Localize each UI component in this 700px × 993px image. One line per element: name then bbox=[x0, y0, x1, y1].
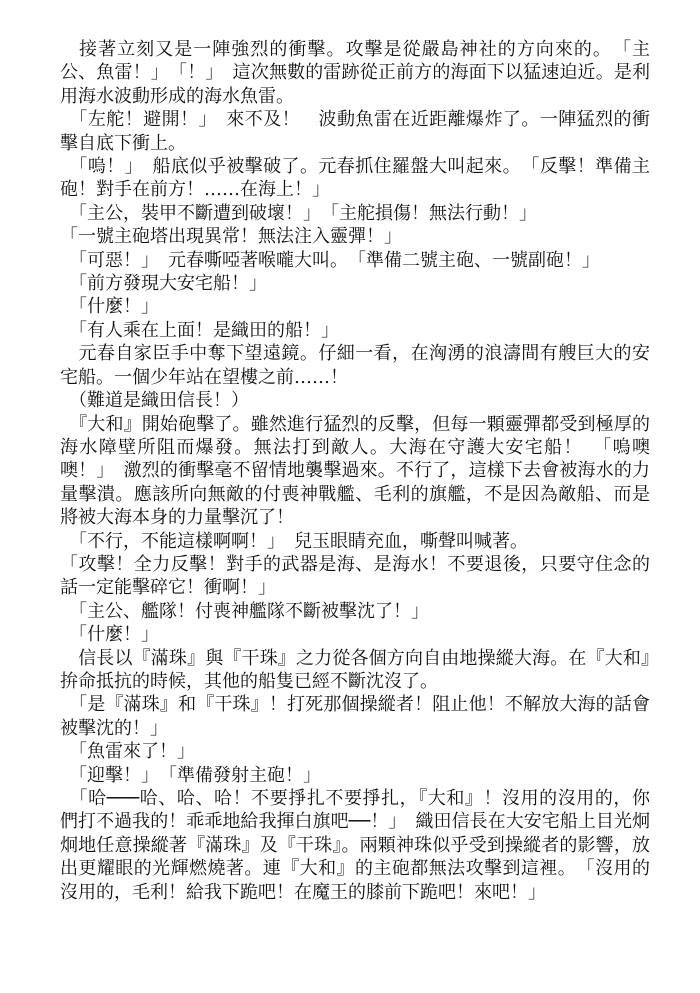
paragraph: 元春自家臣手中奪下望遠鏡。仔細一看，在洶湧的浪濤間有艘巨大的安宅船。一個少年站在望樓之前……！ bbox=[60, 343, 650, 388]
paragraph: 「哈───哈、哈、哈！不要掙扎不要掙扎，『大和』！沒用的沒用的，你們打不過我的！乖乖地給我揮白旗吧──！」 織田信長在大安宅船上目光炯炯地任意操縱著『滿珠』及『干珠』。兩顆神珠似乎受到操縱者的影響，放出更耀眼的光輝燃燒著。連『大和』的主砲都無法攻擊到這裡。 「沒用的沒用的，毛利！給我下跪吧！在魔王的膝前下跪吧！來吧！」 bbox=[60, 788, 650, 903]
paragraph: 「左舵！避開！」 來不及！ 波動魚雷在近距離爆炸了。一陣猛烈的衝擊自底下衝上。 bbox=[60, 109, 650, 154]
paragraph: 「魚雷來了！」 bbox=[60, 741, 195, 763]
paragraph: 「是『滿珠』和『干珠』！打死那個操縱者！阻止他！不解放大海的話會被擊沈的！」 bbox=[60, 694, 650, 739]
paragraph: 『大和』開始砲擊了。雖然進行猛烈的反擊，但每一顆靈彈都受到極厚的海水障壁所阻而爆發。無法打到敵人。大海在守護大安宅船！ 「嗚噢噢！」 激烈的衝擊毫不留情地襲擊過來。不行了，這樣下去會被海水的力量擊潰。應該所向無敵的付喪神戰艦、毛利的旗艦，不是因為敵船、而是將被大海本身的力量擊沉了！ bbox=[60, 413, 650, 529]
paragraph: 「主公、艦隊！付喪神艦隊不斷被擊沈了！」 bbox=[60, 600, 429, 622]
paragraph: 「不行，不能這樣啊啊！」 兒玉眼睛充血，嘶聲叫喊著。 bbox=[60, 530, 528, 552]
paragraph: 「攻擊！全力反擊！對手的武器是海、是海水！不要退後，只要守住念的話一定能擊碎它！衝啊！」 bbox=[60, 553, 650, 599]
paragraph: 「前方發現大安宅船！」 bbox=[60, 273, 267, 295]
paragraph: 「主公，裝甲不斷遭到破壞！」 「主舵損傷！無法行動！」 bbox=[60, 202, 537, 224]
paragraph: 「一號主砲塔出現異常！無法注入靈彈！」 bbox=[60, 226, 402, 248]
paragraph: 信長以『滿珠』與『干珠』之力從各個方向自由地操縱大海。在『大和』拚命抵抗的時候，其他的船隻已經不斷沈沒了。 bbox=[60, 647, 650, 692]
paragraph: 「嗚！」 船底似乎被擊破了。元春抓住羅盤大叫起來。 「反擊！準備主砲！對手在前方！……在海上！」 bbox=[60, 156, 650, 201]
paragraph: 「什麼！」 bbox=[60, 624, 159, 646]
paragraph: 「迎擊！」 「準備發射主砲！」 bbox=[60, 764, 321, 786]
paragraph: 「可惡！」 元春嘶啞著喉嚨大叫。 「準備二號主砲、一號副砲！」 bbox=[60, 249, 600, 271]
paragraph: 「有人乘在上面！是織田的船！」 bbox=[60, 319, 339, 341]
paragraph: 「什麼！」 bbox=[60, 296, 159, 318]
paragraph: （難道是織田信長！） bbox=[60, 390, 249, 412]
paragraph: 接著立刻又是一陣強烈的衝擊。攻擊是從嚴島神社的方向來的。 「主公、魚雷！」 「！」 這次無數的雷跡從正前方的海面下以猛速迫近。是利用海水波動形成的海水魚雷。 bbox=[60, 39, 650, 107]
